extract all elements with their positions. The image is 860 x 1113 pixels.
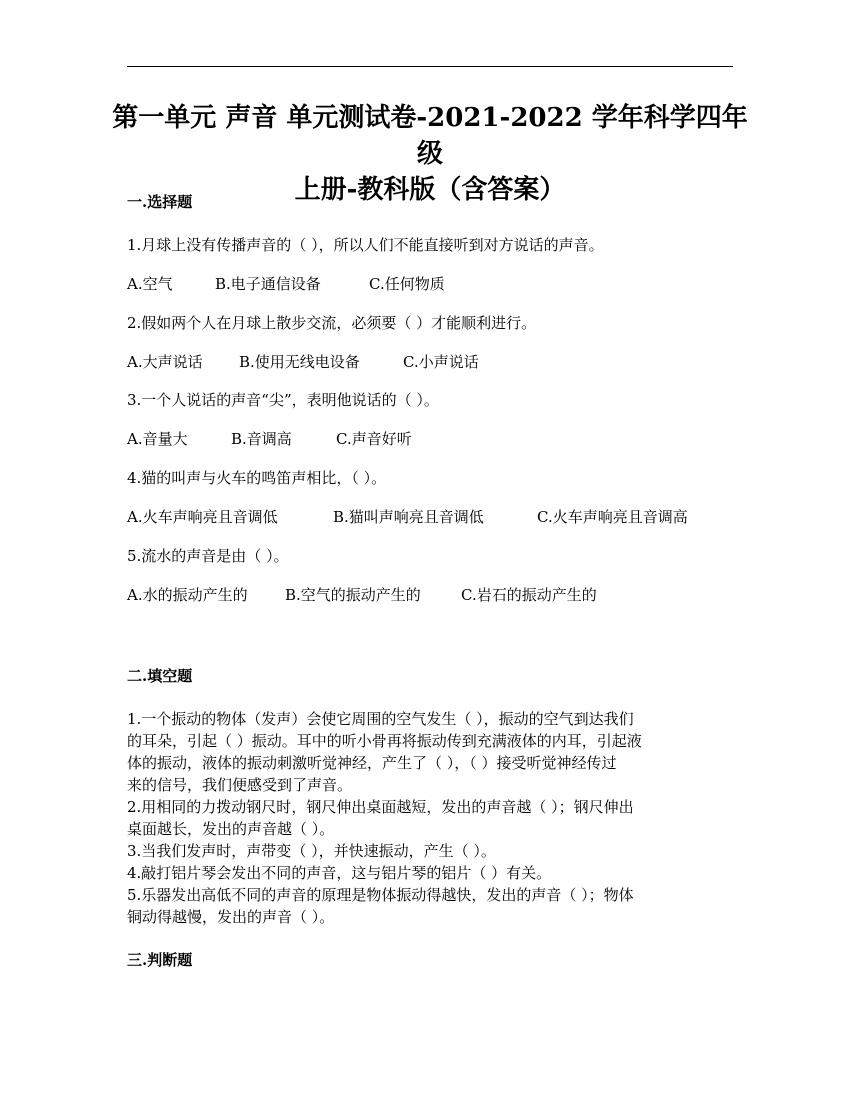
option-b: B.空气的振动产生的 (285, 586, 421, 604)
option-a: A.音量大 (127, 430, 188, 448)
option-c: C.火车声响亮且音调高 (537, 508, 688, 526)
fill-line: 来的信号，我们便感受到了声音。 (127, 776, 353, 794)
section-heading-judge: 三.判断题 (127, 951, 193, 969)
option-a: A.水的振动产生的 (127, 586, 248, 604)
header-rule (127, 66, 733, 67)
fill-line: 体的振动，液体的振动刺激听觉神经，产生了（ ），（ ）接受听觉神经传过 (127, 754, 617, 772)
question-4-options (127, 506, 688, 527)
option-c: C.任何物质 (369, 275, 445, 293)
option-b: B.电子通信设备 (215, 275, 321, 293)
fill-line: 5.乐器发出高低不同的声音的原理是物体振动得越快，发出的声音（ ）；物体 (127, 886, 634, 904)
option-b: B.音调高 (231, 430, 292, 448)
question-2: 2.假如两个人在月球上散步交流，必须要（ ）才能顺利进行。 (127, 314, 537, 332)
fill-line: 4.敲打铝片琴会发出不同的声音，这与铝片琴的铝片（ ）有关。 (127, 864, 552, 882)
question-3: 3.一个人说话的声音“尖”，表明他说话的（ ）。 (127, 391, 439, 409)
option-c: C.岩石的振动产生的 (461, 586, 597, 604)
fill-line: 2.用相同的力拨动钢尺时，钢尺伸出桌面越短，发出的声音越（ ）；钢尺伸出 (127, 798, 634, 816)
fill-blank-questions (127, 708, 727, 928)
option-a: A.空气 (127, 275, 173, 293)
fill-line: 的耳朵，引起（ ）振动。耳中的听小骨再将振动传到充满液体的内耳，引起液 (127, 732, 642, 750)
fill-line: 1.一个振动的物体（发声）会使它周围的空气发生（ ），振动的空气到达我们 (127, 710, 634, 728)
option-c: C.小声说话 (403, 353, 479, 371)
title-line-2: 上册-教科版（含答案） (294, 175, 566, 205)
question-1-options (127, 273, 445, 294)
option-b: B.使用无线电设备 (239, 353, 360, 371)
question-4: 4.猫的叫声与火车的鸣笛声相比，（ ）。 (127, 469, 387, 487)
option-a: A.大声说话 (127, 353, 203, 371)
option-b: B.猫叫声响亮且音调低 (333, 508, 484, 526)
question-1: 1.月球上没有传播声音的（ ），所以人们不能直接听到对方说话的声音。 (127, 236, 604, 254)
section-heading-choice: 一.选择题 (127, 193, 193, 211)
fill-line: 3.当我们发声时，声带变（ ），并快速振动，产生（ ）。 (127, 842, 496, 860)
fill-line: 桌面越长，发出的声音越（ ）。 (127, 820, 335, 838)
question-5: 5.流水的声音是由（ ）。 (127, 547, 289, 565)
document-title (110, 100, 750, 208)
question-5-options (127, 584, 597, 605)
option-c: C.声音好听 (336, 430, 412, 448)
fill-line: 铜动得越慢，发出的声音（ ）。 (127, 908, 335, 926)
title-line-1: 第一单元 声音 单元测试卷-2021-2022 学年科学四年级 (112, 103, 748, 169)
question-2-options (127, 351, 479, 372)
section-heading-fill: 二.填空题 (127, 667, 193, 685)
option-a: A.火车声响亮且音调低 (127, 508, 278, 526)
question-3-options (127, 428, 412, 449)
